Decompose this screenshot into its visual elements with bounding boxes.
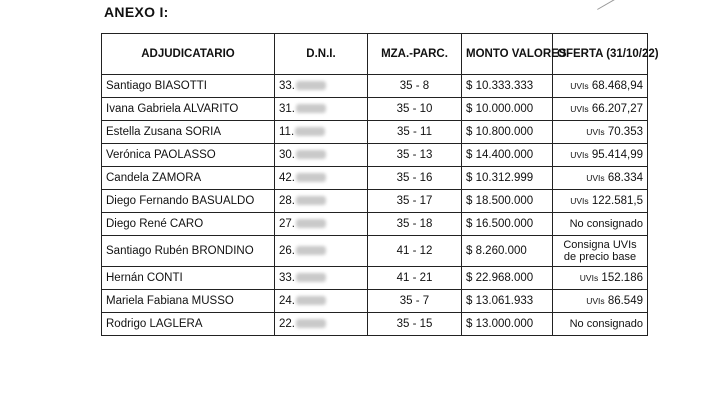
mza-parc-cell: 41 - 12: [368, 236, 462, 267]
dni-visible-digits: 30.: [279, 149, 295, 161]
annex-title: ANEXO I:: [104, 4, 169, 20]
adjudication-table: [101, 33, 659, 336]
oferta-value: 86.549: [607, 295, 643, 307]
monto-cell: $ 13.000.000: [462, 313, 553, 336]
oferta-unit: UVIs: [586, 127, 605, 137]
dni-cell: [275, 75, 368, 98]
adjudicatario-cell: Diego Fernando BASUALDO: [102, 190, 275, 213]
dni-visible-digits: 27.: [279, 218, 295, 230]
dni-visible-digits: 42.: [279, 172, 295, 184]
dni-redaction-blur: [296, 219, 326, 228]
header-mza-parc: MZA.-PARC.: [368, 34, 462, 75]
table-row: [102, 121, 648, 144]
oferta-text: No consignado: [569, 218, 643, 230]
dni-visible-digits: 24.: [279, 295, 295, 307]
dni-visible-digits: 22.: [279, 318, 295, 330]
oferta-cell: [553, 213, 648, 236]
dni-cell: [275, 167, 368, 190]
mza-parc-cell: 35 - 7: [368, 290, 462, 313]
table-row: [102, 290, 648, 313]
table-row: [102, 75, 648, 98]
dni-redaction-blur: [296, 81, 326, 90]
oferta-unit: UVIs: [570, 81, 589, 91]
oferta-cell: [553, 267, 648, 290]
monto-cell: $ 10.333.333: [462, 75, 553, 98]
oferta-value: 152.186: [601, 272, 643, 284]
dni-visible-digits: 11.: [279, 126, 295, 138]
oferta-cell: [553, 236, 648, 267]
monto-cell: $ 22.968.000: [462, 267, 553, 290]
oferta-text: Consigna UVIs de precio base: [563, 239, 637, 263]
monto-cell: $ 13.061.933: [462, 290, 553, 313]
table-row: [102, 213, 648, 236]
adjudicatario-cell: Mariela Fabiana MUSSO: [102, 290, 275, 313]
dni-visible-digits: 33.: [279, 272, 295, 284]
header-adjudicatario: ADJUDICATARIO: [102, 34, 275, 75]
mza-parc-cell: 35 - 18: [368, 213, 462, 236]
oferta-cell: [553, 190, 648, 213]
oferta-value: 66.207,27: [591, 103, 643, 115]
header-oferta: OFERTA (31/10/22): [553, 34, 648, 75]
oferta-value: 68.334: [607, 172, 643, 184]
table-row: [102, 267, 648, 290]
mza-parc-cell: 35 - 11: [368, 121, 462, 144]
header-monto-valores: MONTO VALORES: [462, 34, 553, 75]
dni-cell: [275, 144, 368, 167]
table-row: [102, 167, 648, 190]
pen-mark: [597, 0, 615, 10]
monto-cell: $ 8.260.000: [462, 236, 553, 267]
oferta-cell: [553, 121, 648, 144]
header-row: [102, 34, 648, 75]
oferta-value: 95.414,99: [591, 149, 643, 161]
oferta-unit: UVIs: [579, 273, 599, 283]
monto-cell: $ 16.500.000: [462, 213, 553, 236]
adjudicatario-cell: Diego René CARO: [102, 213, 275, 236]
table-row: [102, 190, 648, 213]
table-row: [102, 144, 648, 167]
table-row: [102, 98, 648, 121]
oferta-unit: UVIs: [586, 296, 605, 306]
dni-cell: [275, 313, 368, 336]
mza-parc-cell: 35 - 10: [368, 98, 462, 121]
table-row: [102, 236, 648, 267]
dni-visible-digits: 31.: [279, 103, 295, 115]
dni-cell: [275, 190, 368, 213]
dni-redaction-blur: [296, 104, 326, 113]
dni-redaction-blur: [296, 273, 326, 282]
dni-visible-digits: 33.: [279, 80, 295, 92]
adjudicatario-cell: Rodrigo LAGLERA: [102, 313, 275, 336]
dni-cell: [275, 267, 368, 290]
oferta-cell: [553, 98, 648, 121]
dni-redaction-blur: [296, 246, 326, 255]
dni-cell: [275, 236, 368, 267]
mza-parc-cell: 35 - 8: [368, 75, 462, 98]
adjudicatario-cell: Candela ZAMORA: [102, 167, 275, 190]
table-row: [102, 313, 648, 336]
dni-redaction-blur: [296, 196, 326, 205]
dni-visible-digits: 28.: [279, 195, 295, 207]
dni-cell: [275, 121, 368, 144]
header-dni: D.N.I.: [275, 34, 368, 75]
dni-redaction-blur: [296, 173, 326, 182]
mza-parc-cell: 35 - 13: [368, 144, 462, 167]
adjudicatario-cell: Santiago BIASOTTI: [102, 75, 275, 98]
adjudicatario-cell: Estella Zusana SORIA: [102, 121, 275, 144]
dni-redaction-blur: [296, 150, 326, 159]
monto-cell: $ 10.312.999: [462, 167, 553, 190]
dni-redaction-blur: [296, 319, 326, 328]
dni-cell: [275, 213, 368, 236]
dni-cell: [275, 98, 368, 121]
oferta-value: 68.468,94: [591, 80, 643, 92]
adjudicatario-cell: Verónica PAOLASSO: [102, 144, 275, 167]
monto-cell: $ 10.000.000: [462, 98, 553, 121]
monto-cell: $ 14.400.000: [462, 144, 553, 167]
oferta-cell: [553, 290, 648, 313]
dni-cell: [275, 290, 368, 313]
oferta-value: 70.353: [607, 126, 643, 138]
mza-parc-cell: 35 - 16: [368, 167, 462, 190]
dni-redaction-blur: [296, 296, 326, 305]
mza-parc-cell: 35 - 17: [368, 190, 462, 213]
oferta-cell: [553, 75, 648, 98]
oferta-value: 122.581,5: [591, 195, 643, 207]
adjudicatario-cell: Hernán CONTI: [102, 267, 275, 290]
dni-visible-digits: 26.: [279, 245, 295, 257]
adjudicatario-cell: Santiago Rubén BRONDINO: [102, 236, 275, 267]
oferta-unit: UVIs: [570, 104, 589, 114]
mza-parc-cell: 41 - 21: [368, 267, 462, 290]
adjudicatario-cell: Ivana Gabriela ALVARITO: [102, 98, 275, 121]
oferta-unit: UVIs: [586, 173, 605, 183]
oferta-cell: [553, 313, 648, 336]
oferta-cell: [553, 167, 648, 190]
mza-parc-cell: 35 - 15: [368, 313, 462, 336]
dni-redaction-blur: [295, 127, 325, 136]
oferta-unit: UVIs: [570, 150, 589, 160]
oferta-text: No consignado: [569, 318, 643, 330]
oferta-cell: [553, 144, 648, 167]
monto-cell: $ 10.800.000: [462, 121, 553, 144]
oferta-unit: UVIs: [570, 196, 589, 206]
monto-cell: $ 18.500.000: [462, 190, 553, 213]
